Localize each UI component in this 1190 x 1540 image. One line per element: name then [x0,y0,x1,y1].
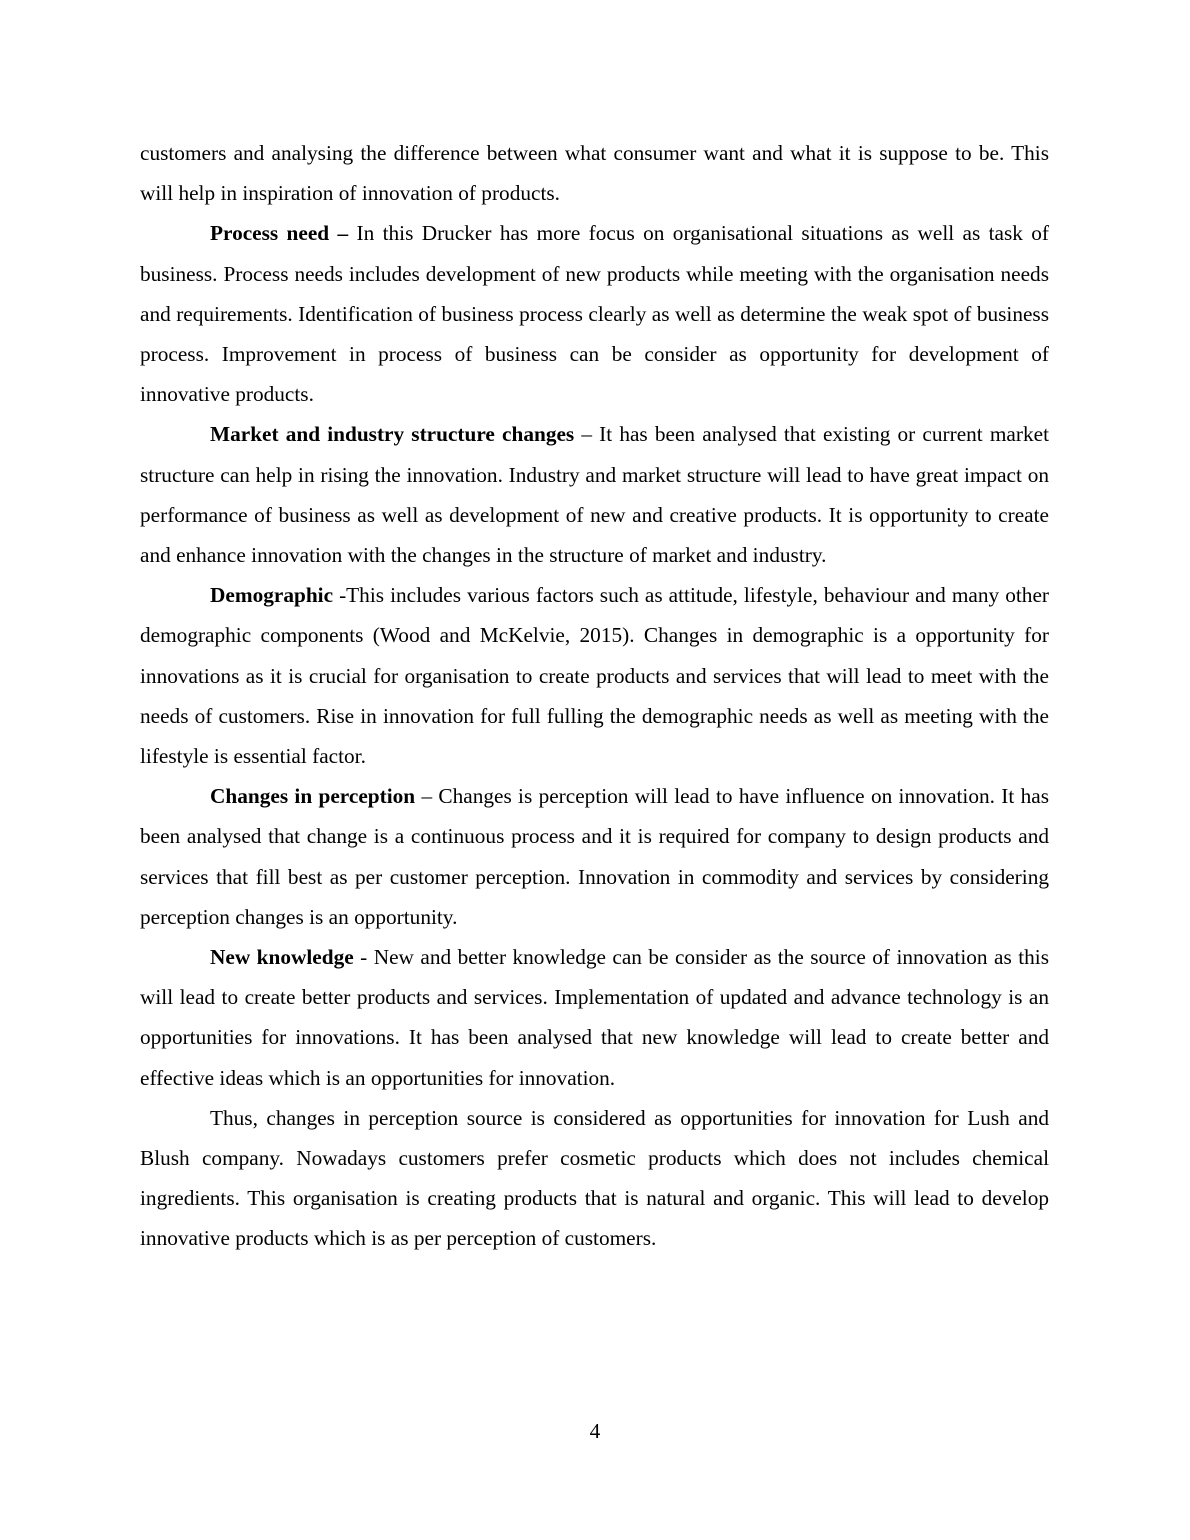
paragraph-text: Thus, changes in perception source is considered as opportunities for innovation for Lush and Blush company. Nowadays customers prefer cosmetic products which does not includes chemical ingredients. This organisation is creating products that is natural and organic. This will lead to develop innovative products which is as per perception of customers. [140,1105,1049,1251]
paragraph-text: – It has been analysed that existing or current market structure can help in rising the innovation. Industry and market structure will lead to have great impact on performance of business as well as development of new and creative products. It is opportunity to create and enhance innovation with the changes in the structure of market and industry. [140,422,1049,568]
paragraph-text: - New and better knowledge can be consider as the source of innovation as this will lead to create better products and services. Implementation of updated and advance technology is an opportunities for innovations. It has been analysed that new knowledge will lead to create better and effective ideas which is an opportunities for innovation. [140,945,1049,1090]
paragraph-text: In this Drucker has more focus on organisational situations as well as task of business. Process needs includes development of new products while meeting with the organisation needs and requirements. Identification of business process clearly as well as determine the weak spot of business process. Improvement in process of business can be consider as opportunity for development of innovative products. [140,221,1049,407]
paragraph-new-knowledge [140,937,1049,1098]
paragraph-heading: New knowledge [210,945,354,970]
paragraph-heading: Changes in perception [210,784,416,809]
paragraph-heading: Process need – [210,221,349,246]
paragraph-process-need [140,213,1049,414]
paragraph-heading: Market and industry structure changes [210,422,575,447]
page-number: 4 [589,1419,601,1443]
paragraph-changes-in-perception [140,776,1049,937]
paragraph-text: – Changes is perception will lead to have influence on innovation. It has been analysed that change is a continuous process and it is required for company to design products and services that fill best as per customer perception. Innovation in commodity and services by considering perception changes is an opportunity. [140,784,1050,929]
paragraph-conclusion [140,1098,1049,1259]
paragraph-text: -This includes various factors such as attitude, lifestyle, behaviour and many other demographic components (Wood and McKelvie, 2015). Changes in demographic is a opportunity for innovations as it is crucial for organisation to create products and services that will lead to meet with the needs of customers. Rise in innovation for full fulling the demographic needs as well as meeting with the lifestyle is essential factor. [140,583,1049,769]
paragraph-market-industry [140,414,1049,575]
document-body [140,133,1049,1259]
paragraph-demographic [140,575,1049,776]
paragraph-continuation [140,133,1049,213]
paragraph-text: customers and analysing the difference between what consumer want and what it is suppose to be. This will help in inspiration of innovation of products. [140,141,1049,206]
paragraph-heading: Demographic [210,583,334,608]
